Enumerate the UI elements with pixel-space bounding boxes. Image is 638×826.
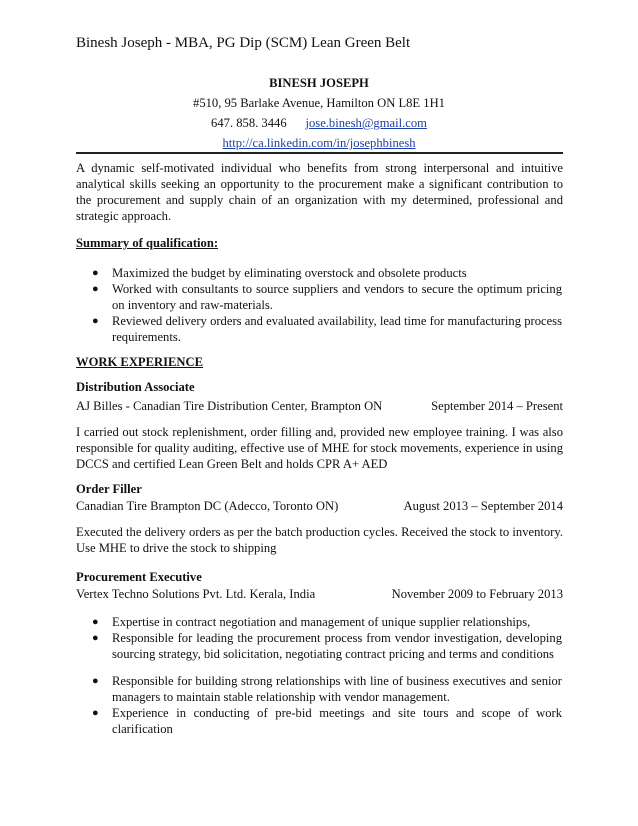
job-bullet: Responsible for building strong relationships with line of business executives and senior managers to maintain stable relationship with vendor management. <box>112 674 562 704</box>
job-dates: November 2009 to February 2013 <box>391 587 563 601</box>
qualification-item: Maximized the budget by eliminating overstock and obsolete products <box>112 266 467 280</box>
job-dates: September 2014 – Present <box>431 399 563 413</box>
qualification-heading: Summary of qualification: <box>76 236 219 250</box>
job-employer-row <box>76 586 563 602</box>
qualification-item: Reviewed delivery orders and evaluated availability, lead time for manufacturing process requirements. <box>112 314 562 344</box>
address: #510, 95 Barlake Avenue, Hamilton ON L8E 1H1 <box>193 96 445 110</box>
document-header: Binesh Joseph - MBA, PG Dip (SCM) Lean Green Belt <box>76 35 411 51</box>
candidate-name: BINESH JOSEPH <box>269 76 369 90</box>
contact-line <box>0 115 638 131</box>
bullet-icon: ● <box>92 283 99 295</box>
bullet-icon: ● <box>92 315 99 327</box>
job-employer: Vertex Techno Solutions Pvt. Ltd. Kerala, India <box>76 587 316 601</box>
job-title: Distribution Associate <box>76 380 195 394</box>
bullet-icon: ● <box>92 707 99 719</box>
job-bullet: Responsible for leading the procurement process from vendor investigation, developing sourcing strategy, bid solicitation, negotiating contract pricing and terms and conditions <box>112 631 562 661</box>
job-description: I carried out stock replenishment, order filling and, provided new employee training. I was also responsible for quality auditing, effective use of MHE for stock movements, experience in using DCCS and certified Lean Green Belt and holds CPR A+ AED <box>76 425 563 471</box>
job-title: Procurement Executive <box>76 570 202 584</box>
linkedin-line <box>0 135 638 151</box>
job-employer-row <box>76 498 563 514</box>
header-divider <box>76 152 563 154</box>
qualification-item: Worked with consultants to source suppliers and vendors to secure the optimum pricing on inventory and raw-materials. <box>112 282 562 312</box>
job-employer-row <box>76 398 563 414</box>
job-employer: AJ Billes - Canadian Tire Distribution Center, Brampton ON <box>76 399 383 413</box>
summary-paragraph: A dynamic self-motivated individual who benefits from strong interpersonal and intuitive analytical skills seeking an opportunity to the procurement make a significant contribution to the procurement and supply chain of an organization with my determined, professional and strategic approach. <box>76 161 563 223</box>
bullet-icon: ● <box>92 267 99 279</box>
bullet-icon: ● <box>92 616 99 628</box>
job-bullet: Expertise in contract negotiation and management of unique supplier relationships, <box>112 615 531 629</box>
bullet-icon: ● <box>92 675 99 687</box>
job-title: Order Filler <box>76 482 142 496</box>
job-bullet: Experience in conducting of pre-bid meetings and site tours and scope of work clarification <box>112 706 562 736</box>
job-description: Executed the delivery orders as per the batch production cycles. Received the stock to inventory. Use MHE to drive the stock to shipping <box>76 525 563 555</box>
work-experience-heading: WORK EXPERIENCE <box>76 355 204 369</box>
phone: 647. 858. 3446 <box>211 116 287 130</box>
email-link[interactable]: jose.binesh@gmail.com <box>305 116 427 130</box>
bullet-icon: ● <box>92 632 99 644</box>
linkedin-link[interactable]: http://ca.linkedin.com/in/josephbinesh <box>222 136 416 150</box>
job-employer: Canadian Tire Brampton DC (Adecco, Toronto ON) <box>76 499 339 513</box>
job-dates: August 2013 – September 2014 <box>403 499 563 513</box>
